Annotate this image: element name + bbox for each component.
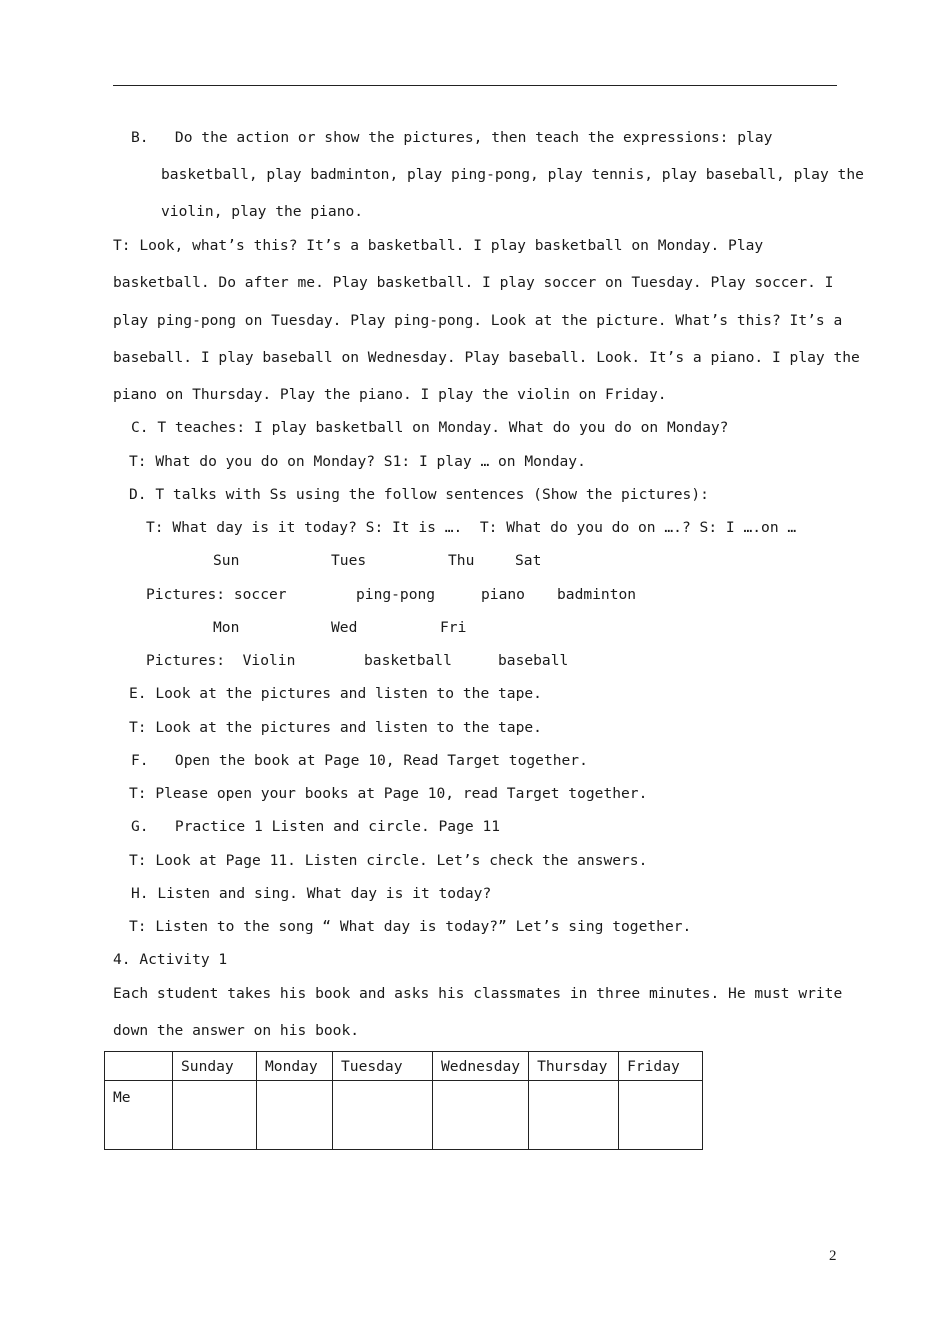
section-heading-activity: 4. Activity 1	[113, 951, 228, 968]
picture-ping-pong: ping-pong	[356, 586, 436, 603]
picture-piano: piano	[481, 586, 525, 603]
cell-me-thursday[interactable]	[529, 1081, 619, 1150]
cell-me-wednesday[interactable]	[433, 1081, 529, 1150]
activity-table	[104, 1051, 703, 1150]
day-sat: Sat	[515, 552, 542, 569]
page-number: 2	[829, 1248, 837, 1264]
step-e-dialogue: T: Look at the pictures and listen to the tape.	[129, 719, 542, 736]
step-g-dialogue: T: Look at Page 11. Listen circle. Let’s check the answers.	[129, 852, 648, 869]
step-d: D. T talks with Ss using the follow sentences (Show the pictures):	[129, 486, 709, 503]
cell-me-sunday[interactable]	[173, 1081, 257, 1150]
step-h: H. Listen and sing. What day is it today?	[131, 885, 492, 902]
day-wed: Wed	[331, 619, 358, 636]
step-f: F. Open the book at Page 10, Read Target together.	[131, 752, 588, 769]
activity-instructions-2: down the answer on his book.	[113, 1022, 360, 1039]
day-sun: Sun	[213, 552, 240, 569]
header-cell-sunday: Sunday	[173, 1052, 257, 1081]
teacher-line-1: T: Look, what’s this? It’s a basketball. I play basketball on Monday. Play	[113, 237, 764, 254]
step-d-dialogue: T: What day is it today? S: It is …. T: What do you do on ….? S: I ….on …	[146, 519, 797, 536]
teacher-line-2: basketball. Do after me. Play basketball. I play soccer on Tuesday. Play soccer. I	[113, 274, 834, 291]
day-fri: Fri	[440, 619, 467, 636]
activity-instructions-1: Each student takes his book and asks his classmates in three minutes. He must write	[113, 985, 843, 1002]
header-cell-friday: Friday	[619, 1052, 703, 1081]
header-cell-monday: Monday	[257, 1052, 333, 1081]
step-h-dialogue: T: Listen to the song “ What day is today?” Let’s sing together.	[129, 918, 692, 935]
step-b-line-2: basketball, play badminton, play ping-pong, play tennis, play baseball, play the	[161, 166, 864, 183]
header-cell-wednesday: Wednesday	[433, 1052, 529, 1081]
pictures-row-2-violin: Pictures: Violin	[146, 652, 296, 669]
header-rule	[113, 85, 837, 86]
pictures-row-1-soccer: Pictures: soccer	[146, 586, 287, 603]
picture-baseball: baseball	[498, 652, 569, 669]
step-e: E. Look at the pictures and listen to the tape.	[129, 685, 542, 702]
cell-me-friday[interactable]	[619, 1081, 703, 1150]
teacher-line-3: play ping-pong on Tuesday. Play ping-pong. Look at the picture. What’s this? It’s a	[113, 312, 843, 329]
step-b-line-3: violin, play the piano.	[161, 203, 364, 220]
header-cell-thursday: Thursday	[529, 1052, 619, 1081]
teacher-line-5: piano on Thursday. Play the piano. I play the violin on Friday.	[113, 386, 667, 403]
table-header-row	[105, 1052, 703, 1081]
header-cell-tuesday: Tuesday	[333, 1052, 433, 1081]
day-tues: Tues	[331, 552, 367, 569]
day-thu: Thu	[448, 552, 475, 569]
cell-me-monday[interactable]	[257, 1081, 333, 1150]
header-cell-blank	[105, 1052, 173, 1081]
step-c: C. T teaches: I play basketball on Monday. What do you do on Monday?	[131, 419, 729, 436]
picture-basketball: basketball	[364, 652, 452, 669]
step-b-line-1: B. Do the action or show the pictures, then teach the expressions: play	[131, 129, 773, 146]
teacher-line-4: baseball. I play baseball on Wednesday. Play baseball. Look. It’s a piano. I play the	[113, 349, 860, 366]
step-c-dialogue: T: What do you do on Monday? S1: I play … on Monday.	[129, 453, 586, 470]
cell-me-tuesday[interactable]	[333, 1081, 433, 1150]
day-mon: Mon	[213, 619, 240, 636]
step-f-dialogue: T: Please open your books at Page 10, read Target together.	[129, 785, 648, 802]
table-row-me	[105, 1081, 703, 1150]
picture-badminton: badminton	[557, 586, 637, 603]
row-label-me: Me	[105, 1081, 173, 1150]
step-g: G. Practice 1 Listen and circle. Page 11	[131, 818, 501, 835]
